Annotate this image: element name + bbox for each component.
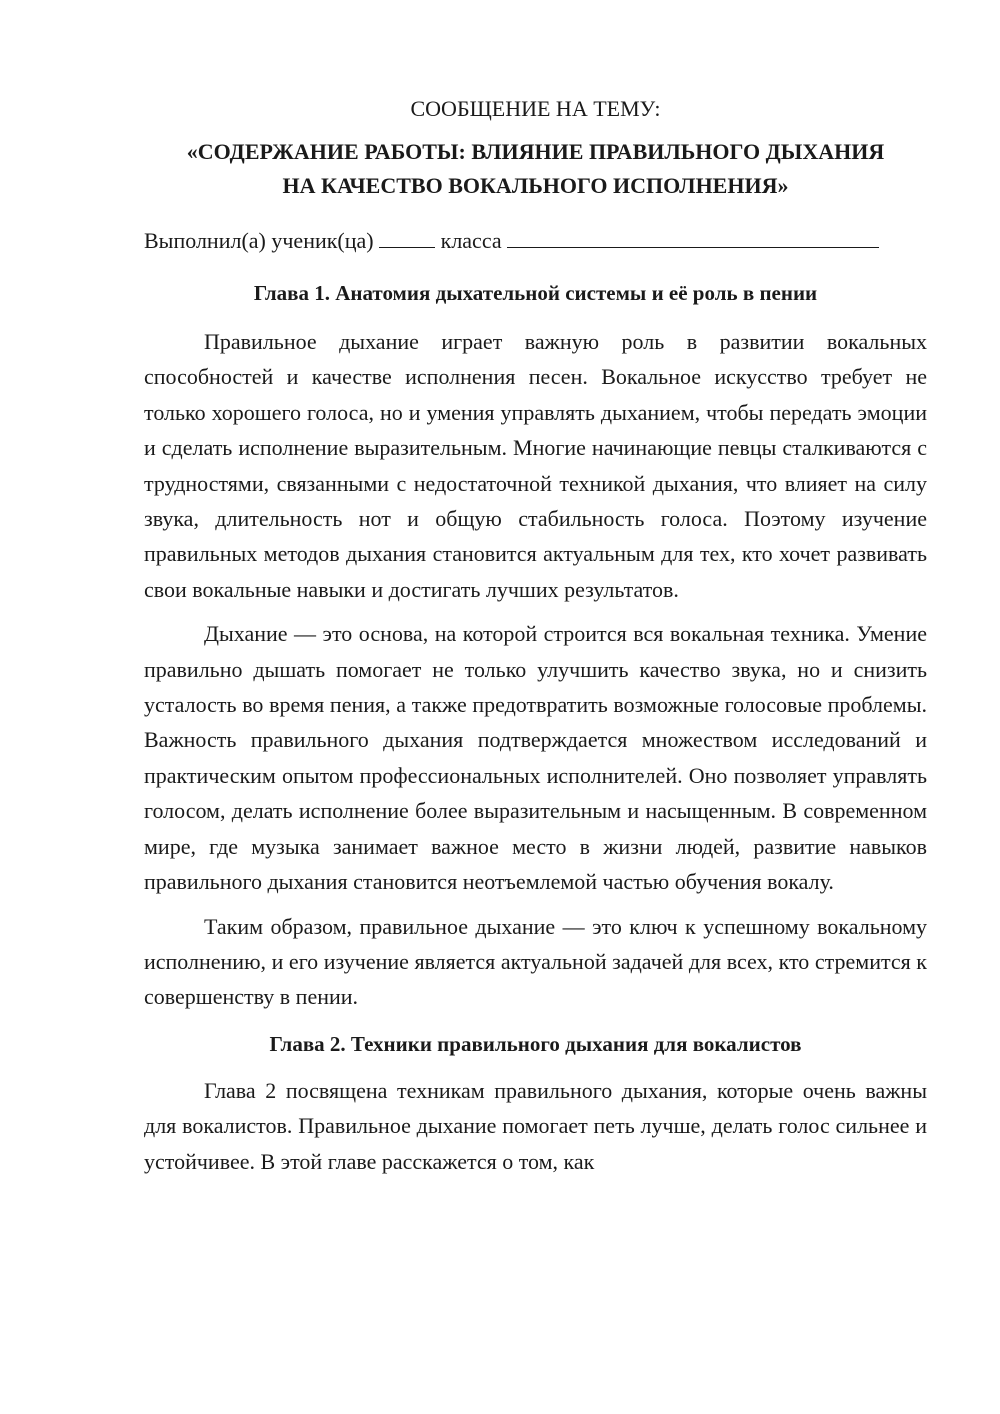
author-prefix: Выполнил(а) ученик(ца) [144,228,374,253]
document-page [144,92,927,1188]
document-title-line-1: «СОДЕРЖАНИЕ РАБОТЫ: ВЛИЯНИЕ ПРАВИЛЬНОГО ДЫХАНИЯ [186,139,885,164]
chapter-2-heading: Глава 2. Техники правильного дыхания для вокалистов [269,1031,802,1056]
chapter-1-paragraph: Таким образом, правильное дыхание — это ключ к успешному вокальному исполнению, и его изучение является актуальной задачей для всех, кто стремится к совершенству в пении. [144,913,927,1010]
topic-label: СООБЩЕНИЕ НА ТЕМУ: [410,96,661,121]
student-name-blank [507,223,879,248]
class-number-blank [379,223,435,248]
chapter-2-paragraph: Глава 2 посвящена техникам правильного дыхания, которые очень важны для вокалистов. Правильное дыхание помогает петь лучше, делать голос сильнее и устойчивее. В этой главе расскажется о том, как [144,1077,927,1174]
chapter-1-heading: Глава 1. Анатомия дыхательной системы и её роль в пении [253,281,818,305]
document-title-line-2: НА КАЧЕСТВО ВОКАЛЬНОГО ИСПОЛНЕНИЯ» [282,173,789,198]
author-line [144,223,927,258]
chapter-1-paragraph: Дыхание — это основа, на которой строится вся вокальная техника. Умение правильно дышать помогает не только улучшить качество звука, но и снизить усталость во время пения, а также предотвратить возможные голосовые проблемы. Важность правильного дыхания подтверждается множеством исследований и практическим опытом профессиональных исполнителей. Оно позволяет управлять голосом, делать исполнение более выразительным и насыщенным. В современном мире, где музыка занимает важное место в жизни людей, развитие навыков правильного дыхания становится неотъемлемой частью обучения вокалу. [144,621,927,895]
author-class-label: класса [440,228,502,253]
chapter-1-paragraph: Правильное дыхание играет важную роль в развитии вокальных способностей и качестве исполнения песен. Вокальное искусство требует не только хорошего голоса, но и умения управлять дыханием, чтобы передать эмоции и сделать исполнение выразительным. Многие начинающие певцы сталкиваются с трудностями, связанными с недостаточной техникой дыхания, что влияет на силу звука, длительность нот и общую стабильность голоса. Поэтому изучение правильных методов дыхания становится актуальным для тех, кто хочет развивать свои вокальные навыки и достигать лучших результатов. [144,329,927,602]
